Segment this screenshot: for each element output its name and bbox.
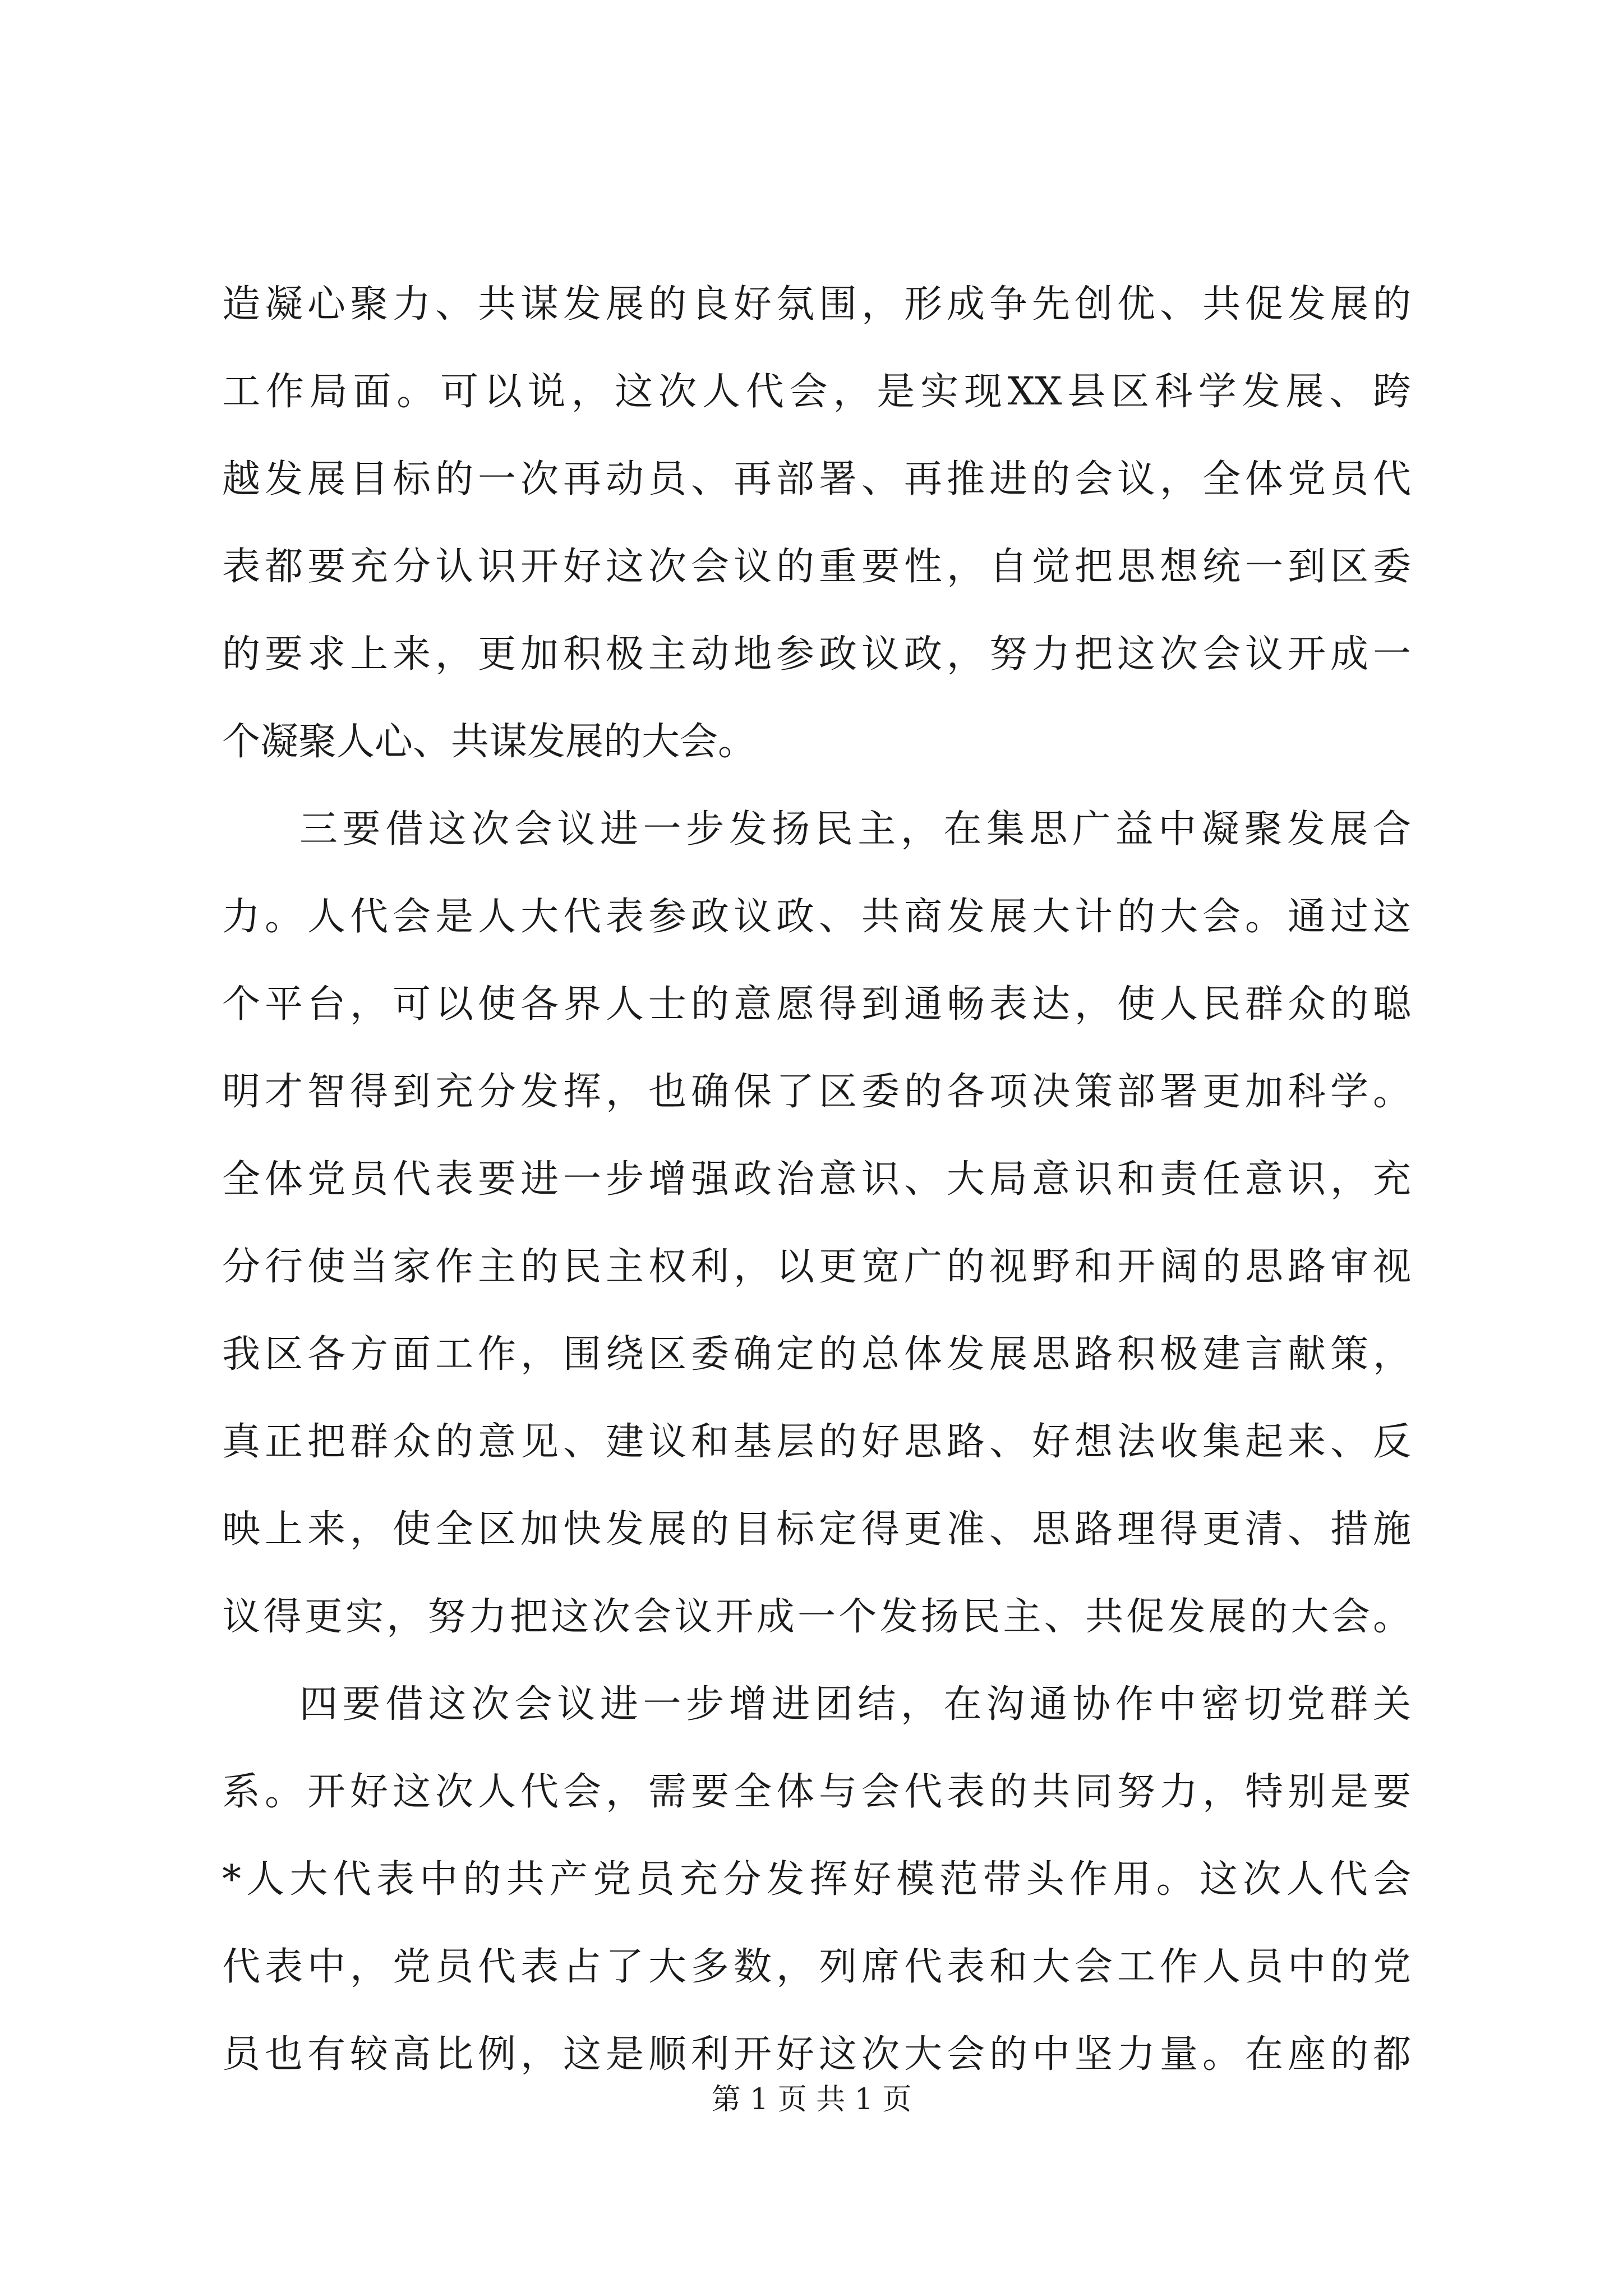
text-line: 议得更实，努力把这次会议开成一个发扬民主、共促发展的大会。 [222,1595,1411,1639]
text-line: 全体党员代表要进一步增强政治意识、大局意识和责任意识，充 [222,1157,1411,1202]
text-line: 系。开好这次人代会，需要全体与会代表的共同努力，特别是要 [222,1770,1411,1814]
text-line: 个凝聚人心、共谋发展的大会。 [222,720,757,764]
paragraph-start-line: 四要借这次会议进一步增进团结，在沟通协作中密切党群关 [299,1682,1411,1727]
text-line: 造凝心聚力、共谋发展的良好氛围，形成争先创优、共促发展的 [222,282,1411,326]
text-line: 映上来，使全区加快发展的目标定得更准、思路理得更清、措施 [222,1507,1411,1552]
text-line: 个平台，可以使各界人士的意愿得到通畅表达，使人民群众的聪 [222,982,1411,1027]
text-line: 我区各方面工作，围绕区委确定的总体发展思路积极建言献策， [222,1332,1411,1377]
text-line: 代表中，党员代表占了大多数，列席代表和大会工作人员中的党 [222,1945,1411,1989]
text-line: 的要求上来，更加积极主动地参政议政，努力把这次会议开成一 [222,632,1411,677]
body-text [222,261,1411,2099]
text-line: 员也有较高比例，这是顺利开好这次大会的中坚力量。在座的都 [222,2032,1411,2077]
text-line: *人大代表中的共产党员充分发挥好模范带头作用。这次人代会 [222,1857,1411,1902]
text-line: 分行使当家作主的民主权利，以更宽广的视野和开阔的思路审视 [222,1245,1411,1289]
text-line: 明才智得到充分发挥，也确保了区委的各项决策部署更加科学。 [222,1070,1411,1114]
text-line: 真正把群众的意见、建议和基层的好思路、好想法收集起来、反 [222,1420,1411,1464]
text-line: 表都要充分认识开好这次会议的重要性，自觉把思想统一到区委 [222,545,1411,589]
paragraph-start-line: 三要借这次会议进一步发扬民主，在集思广益中凝聚发展合 [299,807,1411,852]
text-line: 力。人代会是人大代表参政议政、共商发展大计的大会。通过这 [222,895,1411,939]
text-line: 越发展目标的一次再动员、再部署、再推进的会议，全体党员代 [222,457,1411,501]
page-number-footer: 第 1 页 共 1 页 [711,2083,912,2116]
text-line: 工作局面。可以说，这次人代会，是实现XX县区科学发展、跨 [222,370,1411,414]
